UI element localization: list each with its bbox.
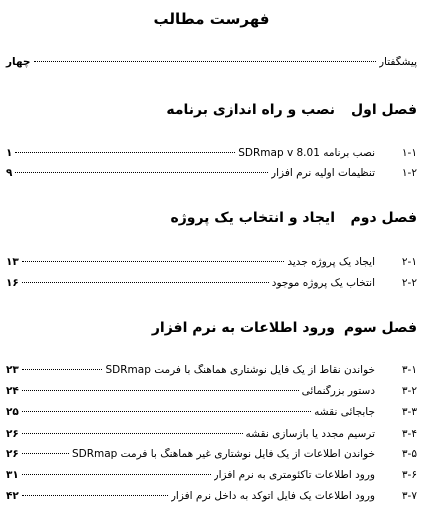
chapter-label: فصل دوم bbox=[350, 210, 417, 226]
section-number: ۳-۴ bbox=[401, 428, 417, 440]
dot-leader bbox=[22, 390, 299, 391]
dot-leader bbox=[22, 474, 211, 475]
page-number: ۳۱ bbox=[6, 469, 19, 481]
entry-title: ترسیم مجدد یا بازسازی نقشه bbox=[245, 428, 375, 440]
toc-entry[interactable] bbox=[6, 147, 417, 163]
toc-entry[interactable] bbox=[6, 277, 417, 293]
page-number: ۱۶ bbox=[6, 277, 19, 289]
section-number: ۱-۱ bbox=[401, 147, 417, 159]
page-number: ۴۲ bbox=[6, 490, 19, 502]
page-title: فهرست مطالب bbox=[153, 10, 270, 28]
chapter-title: ایجاد و انتخاب یک پروژه bbox=[170, 210, 335, 226]
toc-entry[interactable] bbox=[6, 364, 417, 380]
section-number: ۳-۳ bbox=[401, 406, 417, 418]
dot-leader bbox=[22, 453, 69, 454]
chapter-label: فصل اول bbox=[351, 102, 417, 118]
toc-entry[interactable] bbox=[6, 167, 417, 183]
dot-leader bbox=[22, 282, 269, 283]
chapter-heading-2 bbox=[167, 210, 417, 230]
toc-entry[interactable] bbox=[6, 256, 417, 272]
page-number: ۱۳ bbox=[6, 256, 19, 268]
section-number: ۳-۲ bbox=[401, 385, 417, 397]
page-number: ۹ bbox=[6, 167, 13, 179]
entry-title: خواندن نقاط از یک فایل نوشتاری هماهنگ با فرمت SDRmap bbox=[105, 364, 375, 376]
section-number: ۲-۱ bbox=[401, 256, 417, 268]
section-number: ۳-۵ bbox=[401, 448, 417, 460]
entry-title: ورود اطلاعات تاکئومتری به نرم افزار bbox=[213, 469, 375, 481]
section-number: ۲-۲ bbox=[401, 277, 417, 289]
dot-leader bbox=[15, 152, 235, 153]
entry-title: جابجائی نقشه bbox=[314, 406, 375, 418]
dot-leader bbox=[22, 495, 168, 496]
chapter-title: نصب و راه اندازی برنامه bbox=[166, 102, 335, 118]
section-number: ۱-۲ bbox=[401, 167, 417, 179]
entry-title: ایجاد یک پروژه جدید bbox=[287, 256, 375, 268]
dot-leader bbox=[22, 261, 285, 262]
dot-leader bbox=[34, 61, 376, 62]
toc-entry[interactable] bbox=[6, 469, 417, 485]
dot-leader bbox=[22, 411, 311, 412]
page-number: ۱ bbox=[6, 147, 13, 159]
page-number: ۲۵ bbox=[6, 406, 19, 418]
entry-title: نصب برنامه SDRmap v 8.01 bbox=[238, 147, 375, 159]
chapter-label: فصل سوم bbox=[343, 320, 417, 336]
entry-title: ورود اطلاعات یک فایل اتوکد به داخل نرم افزار bbox=[170, 490, 375, 502]
entry-title: تنظیمات اولیه نرم افزار bbox=[271, 167, 375, 179]
entry-title: دستور بزرگنمائی bbox=[301, 385, 375, 397]
toc-entry[interactable] bbox=[6, 448, 417, 464]
entry-title: خواندن اطلاعات از یک فایل نوشتاری غیر هماهنگ با فرمت SDRmap bbox=[71, 448, 375, 460]
section-number: ۳-۷ bbox=[401, 490, 417, 502]
page-number: ۲۶ bbox=[6, 448, 19, 460]
preface-entry[interactable] bbox=[6, 56, 417, 72]
page-number: ۲۴ bbox=[6, 385, 19, 397]
entry-title: پیشگفتار bbox=[378, 56, 417, 68]
entry-title: انتخاب یک پروژه موجود bbox=[271, 277, 375, 289]
chapter-heading-1 bbox=[167, 102, 417, 122]
toc-entry[interactable] bbox=[6, 385, 417, 401]
page-number: ۲۳ bbox=[6, 364, 19, 376]
section-number: ۳-۶ bbox=[401, 469, 417, 481]
page-number: ۲۶ bbox=[6, 428, 19, 440]
chapter-heading-3 bbox=[151, 320, 417, 340]
dot-leader bbox=[15, 172, 268, 173]
dot-leader bbox=[22, 433, 243, 434]
toc-entry[interactable] bbox=[6, 490, 417, 506]
page-number: چهار bbox=[6, 56, 31, 68]
toc-entry[interactable] bbox=[6, 428, 417, 444]
chapter-title: ورود اطلاعات به نرم افزار bbox=[151, 320, 335, 336]
section-number: ۳-۱ bbox=[401, 364, 417, 376]
toc-entry[interactable] bbox=[6, 406, 417, 422]
dot-leader bbox=[22, 369, 103, 370]
